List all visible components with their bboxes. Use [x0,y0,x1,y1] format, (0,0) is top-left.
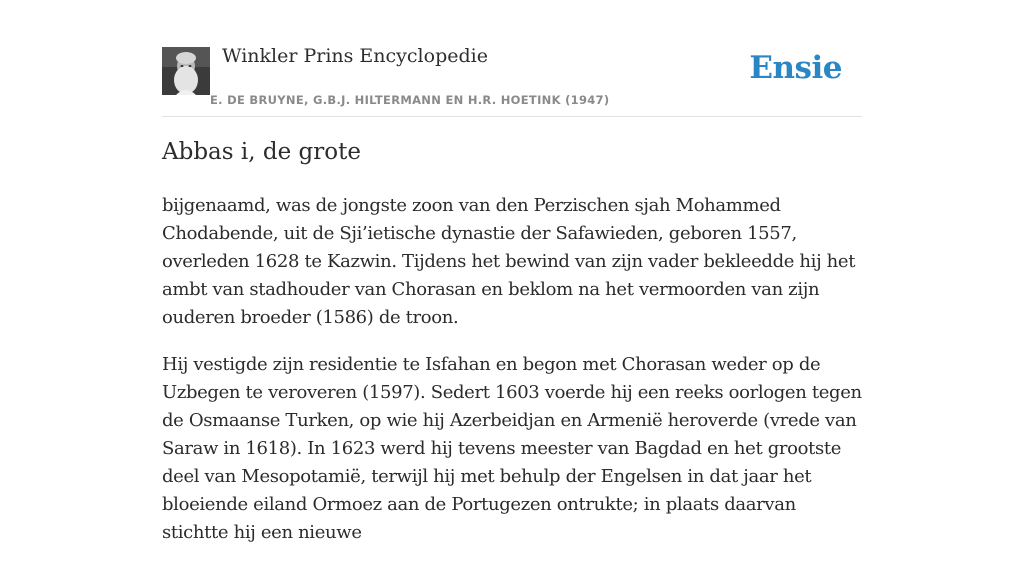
article-paragraph: bijgenaamd, was de jongste zoon van den Perzischen sjah Mohammed Chodabende, uit de Sji’ietische dynastie der Safawieden, geboren 1557, overleden 1628 te Kazwin. Tijdens het bewind van zijn vader bekleedde hij het ambt van stadhouder van Chorasan en beklom na het vermoorden van zijn ouderen broeder (1586) de troon. [162,195,856,328]
article-body [162,192,862,566]
article-paragraph: Hij vestigde zijn residentie te Isfahan en begon met Chorasan weder op de Uzbegen te veroveren (1597). Sedert 1603 voerde hij een reeks oorlogen tegen de Osmaanse Turken, op wie hij Azerbeidjan en Armenië heroverde (vrede van Saraw in 1618). In 1623 werd hij tevens meester van Bagdad en het grootste deel van Mesopotamië, terwijl hij met behulp der Engelsen in dat jaar het bloeiende eiland Ormoez aan de Portugezen ontrukte; in plaats daarvan stichtte hij een nieuwe [162,354,862,543]
source-header [162,40,862,117]
source-authors: E. DE BRUYNE, G.B.J. HILTERMANN EN H.R. HOETINK (1947) [210,93,610,107]
source-title[interactable]: Winkler Prins Encyclopedie [222,45,488,67]
portrait-image [162,47,210,95]
ensie-logo-link[interactable]: Ensie [749,50,842,86]
article-title: Abbas i, de grote [162,139,361,165]
author-avatar[interactable] [162,47,210,95]
